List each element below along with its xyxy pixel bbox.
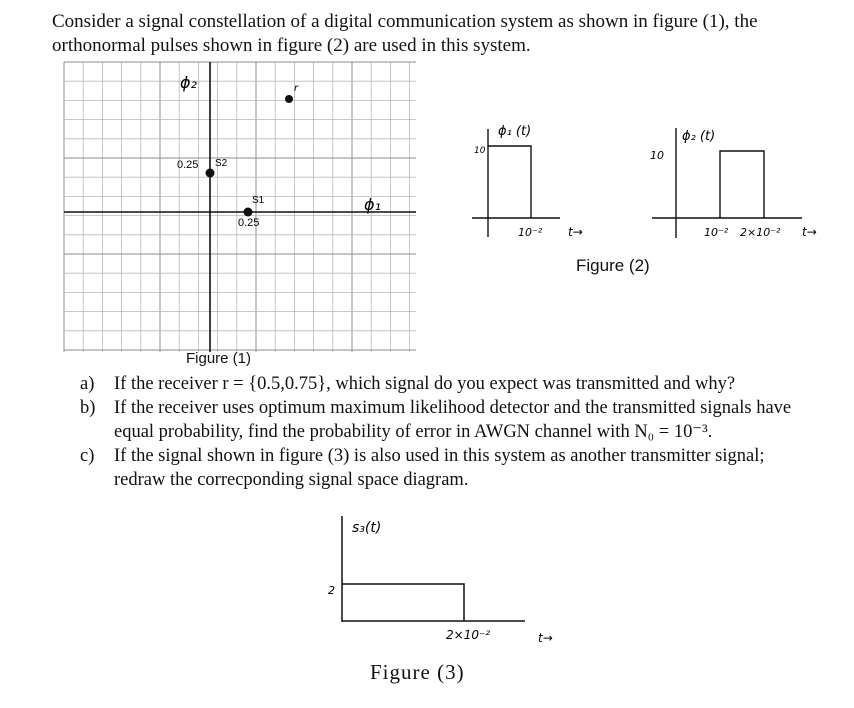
pulse1-t-axis-label: t→ (568, 225, 583, 239)
s3-amplitude: 2 (328, 584, 335, 597)
received-point-r (285, 95, 293, 103)
pulse2-amplitude: 10 (650, 149, 664, 162)
question-label: a) (80, 374, 95, 394)
s1-value-label: 0.25 (238, 217, 260, 229)
figure2-caption: Figure (2) (576, 256, 650, 275)
question-item (80, 372, 800, 396)
signal-point-s2 (206, 169, 215, 178)
s3-t-axis-label: t→ (538, 631, 553, 645)
pulse2-label: ϕ₂ (t) (682, 129, 716, 144)
problem-intro (52, 10, 842, 58)
pulse2-tick2: 2×10⁻² (740, 226, 781, 239)
pulse1-amplitude: 10 (474, 146, 486, 156)
question-list (80, 372, 800, 492)
figure1-constellation (64, 62, 416, 352)
pulse1-rectangle (488, 146, 531, 218)
pulse2-rectangle (720, 151, 764, 218)
figure2-pulse1 (468, 115, 598, 245)
intro-line-2: orthonormal pulses shown in figure (2) are used in this system. (52, 35, 531, 56)
s1-label: S1 (252, 195, 265, 206)
phi1-axis-label: ϕ₁ (364, 195, 381, 214)
s3-tick: 2×10⁻² (446, 628, 491, 642)
question-text: If the signal shown in figure (3) is also used in this system as another transmitter signal; redraw the correcponding signal space diagram. (114, 446, 765, 490)
intro-line-1: Consider a signal constellation of a digital communication system as shown in figure (1), the (52, 11, 758, 32)
s3-rectangle (342, 584, 464, 621)
figure2-pulse2 (642, 118, 842, 248)
phi2-axis-label: ϕ₂ (180, 73, 197, 92)
signal-point-s1 (244, 208, 253, 217)
pulse1-label: ϕ₁ (t) (498, 124, 532, 139)
s3-label: s₃(t) (352, 520, 382, 536)
pulse1-tick: 10⁻² (518, 226, 543, 239)
question-text: If the receiver uses optimum maximum likelihood detector and the transmitted signals have equal probability, find the probability of error in AWGN channel with N₀ = 10⁻³. (114, 398, 792, 442)
received-point-r-label: r (294, 83, 299, 94)
s2-value-label: 0.25 (177, 159, 199, 171)
pulse2-t-axis-label: t→ (802, 225, 817, 239)
question-item (80, 444, 800, 492)
figure1-caption: Figure (1) (186, 350, 252, 367)
question-label: c) (80, 446, 95, 466)
question-item (80, 396, 800, 444)
question-label: b) (80, 398, 96, 418)
pulse2-tick1: 10⁻² (704, 226, 729, 239)
question-text: If the receiver r = {0.5,0.75}, which signal do you expect was transmitted and why? (114, 374, 736, 394)
s2-label: S2 (215, 158, 228, 169)
figure3-s3-signal (310, 510, 600, 660)
figure3-caption: Figure (3) (370, 660, 465, 684)
